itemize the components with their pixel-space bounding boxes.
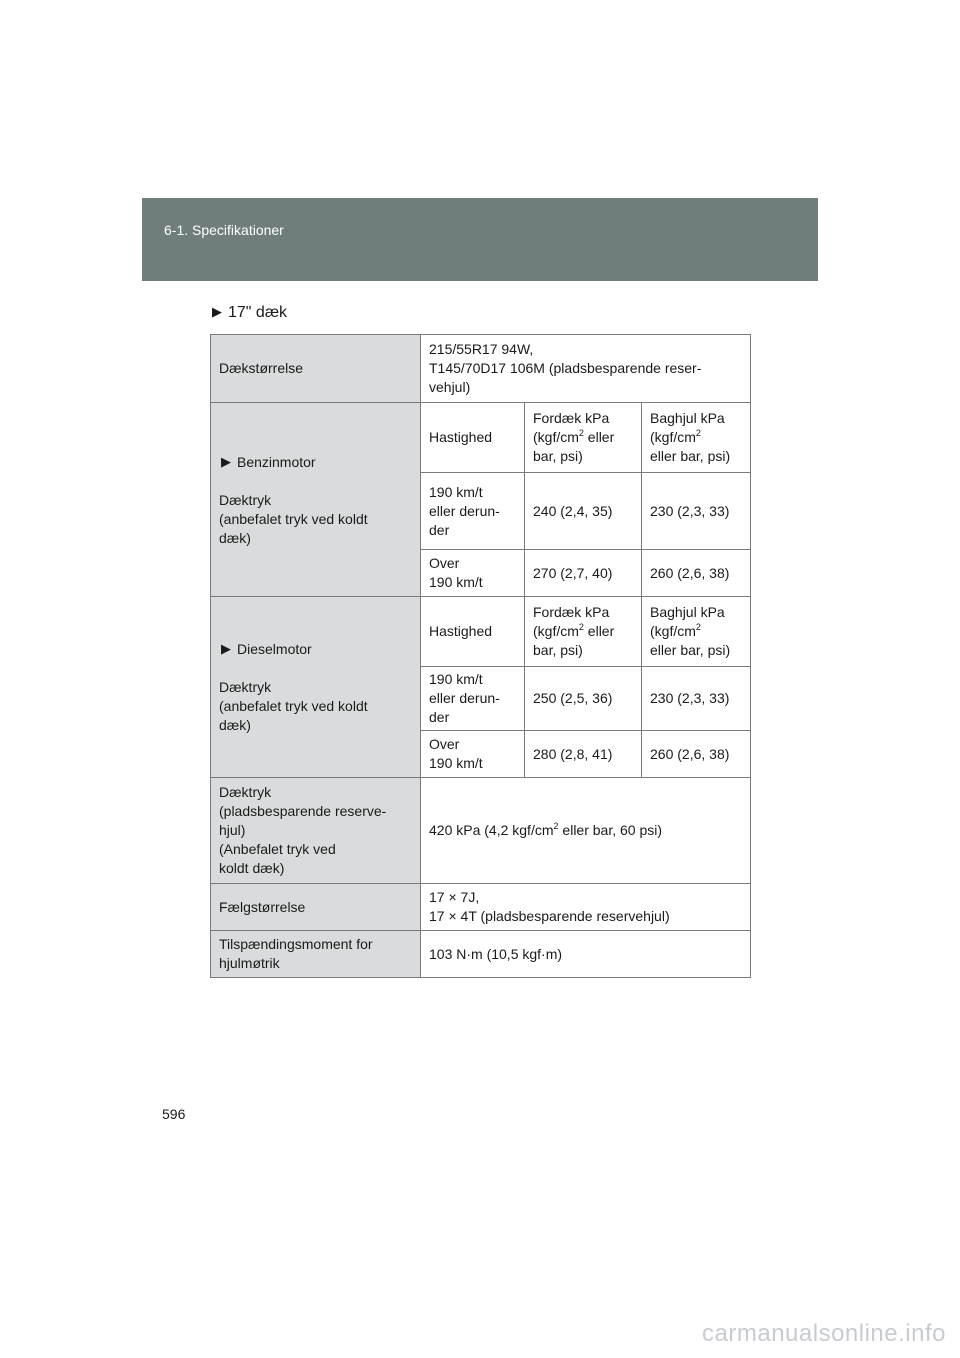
- speed-header: Hastighed: [421, 403, 525, 473]
- table-row: [211, 778, 751, 884]
- rear-pressure-cell: 230 (2,3, 33): [642, 473, 751, 550]
- front-pressure-cell: 270 (2,7, 40): [525, 550, 642, 597]
- triangle-right-icon: ▶: [221, 641, 231, 656]
- tire-size-value: 215/55R17 94W, T145/70D17 106M (pladsbesparende reser- vehjul): [421, 335, 751, 403]
- front-pressure-cell: 250 (2,5, 36): [525, 667, 642, 731]
- spare-pressure-value: 420 kPa (4,2 kgf/$cm^2$ eller bar, 60 psi): [421, 778, 751, 884]
- triangle-right-icon: ▶: [221, 453, 231, 469]
- spare-pressure-label: Dæktryk (pladsbesparende reserve- hjul) (Anbefalet tryk ved koldt dæk): [211, 778, 421, 884]
- subsection-title: [212, 304, 287, 322]
- table-row: [211, 597, 751, 667]
- section-header-band: [142, 198, 818, 281]
- speed-cell: 190 km/t eller derun- der: [421, 667, 525, 731]
- table-row: [211, 403, 751, 473]
- speed-cell: Over 190 km/t: [421, 731, 525, 778]
- rear-pressure-cell: 230 (2,3, 33): [642, 667, 751, 731]
- table-row: [211, 335, 751, 403]
- rear-pressure-cell: 260 (2,6, 38): [642, 731, 751, 778]
- subsection-title-text: 17" dæk: [228, 304, 288, 321]
- watermark: carmanualsonline.info: [702, 1320, 946, 1347]
- table-row: [211, 931, 751, 978]
- tire-spec-table: [210, 334, 751, 978]
- speed-header: Hastighed: [421, 597, 525, 667]
- section-title: 6-1. Specifikationer: [164, 222, 284, 238]
- torque-value: 103 N·m (10,5 kgf·m): [421, 931, 751, 978]
- front-tire-header: Fordæk kPa ($kgf/cm^2$ eller bar, psi): [525, 403, 642, 473]
- speed-cell: 190 km/t eller derun- der: [421, 473, 525, 550]
- tire-size-label: Dækstørrelse: [211, 335, 421, 403]
- page-number: 596: [162, 1106, 186, 1122]
- table-row: [211, 884, 751, 931]
- torque-label: Tilspændingsmoment for hjulmøtrik: [211, 931, 421, 978]
- front-pressure-cell: 280 (2,8, 41): [525, 731, 642, 778]
- rim-size-value: 17 × 7J, 17 × 4T (pladsbesparende reservehjul): [421, 884, 751, 931]
- front-tire-header: Fordæk kPa ($kgf/cm^2$ eller bar, psi): [525, 597, 642, 667]
- diesel-pressure-label: ▶ Dieselmotor Dæktryk (anbefalet tryk ved koldt dæk): [211, 597, 421, 778]
- triangle-right-icon: ▶: [212, 304, 222, 319]
- rim-size-label: Fælgstørrelse: [211, 884, 421, 931]
- rear-pressure-cell: 260 (2,6, 38): [642, 550, 751, 597]
- speed-cell: Over 190 km/t: [421, 550, 525, 597]
- petrol-pressure-label: ▶ Benzinmotor Dæktryk (anbefalet tryk ved koldt dæk): [211, 403, 421, 597]
- rear-tire-header: Baghjul kPa ($kgf/cm^2$ eller bar, psi): [642, 403, 751, 473]
- front-pressure-cell: 240 (2,4, 35): [525, 473, 642, 550]
- rear-tire-header: Baghjul kPa ($kgf/cm^2$ eller bar, psi): [642, 597, 751, 667]
